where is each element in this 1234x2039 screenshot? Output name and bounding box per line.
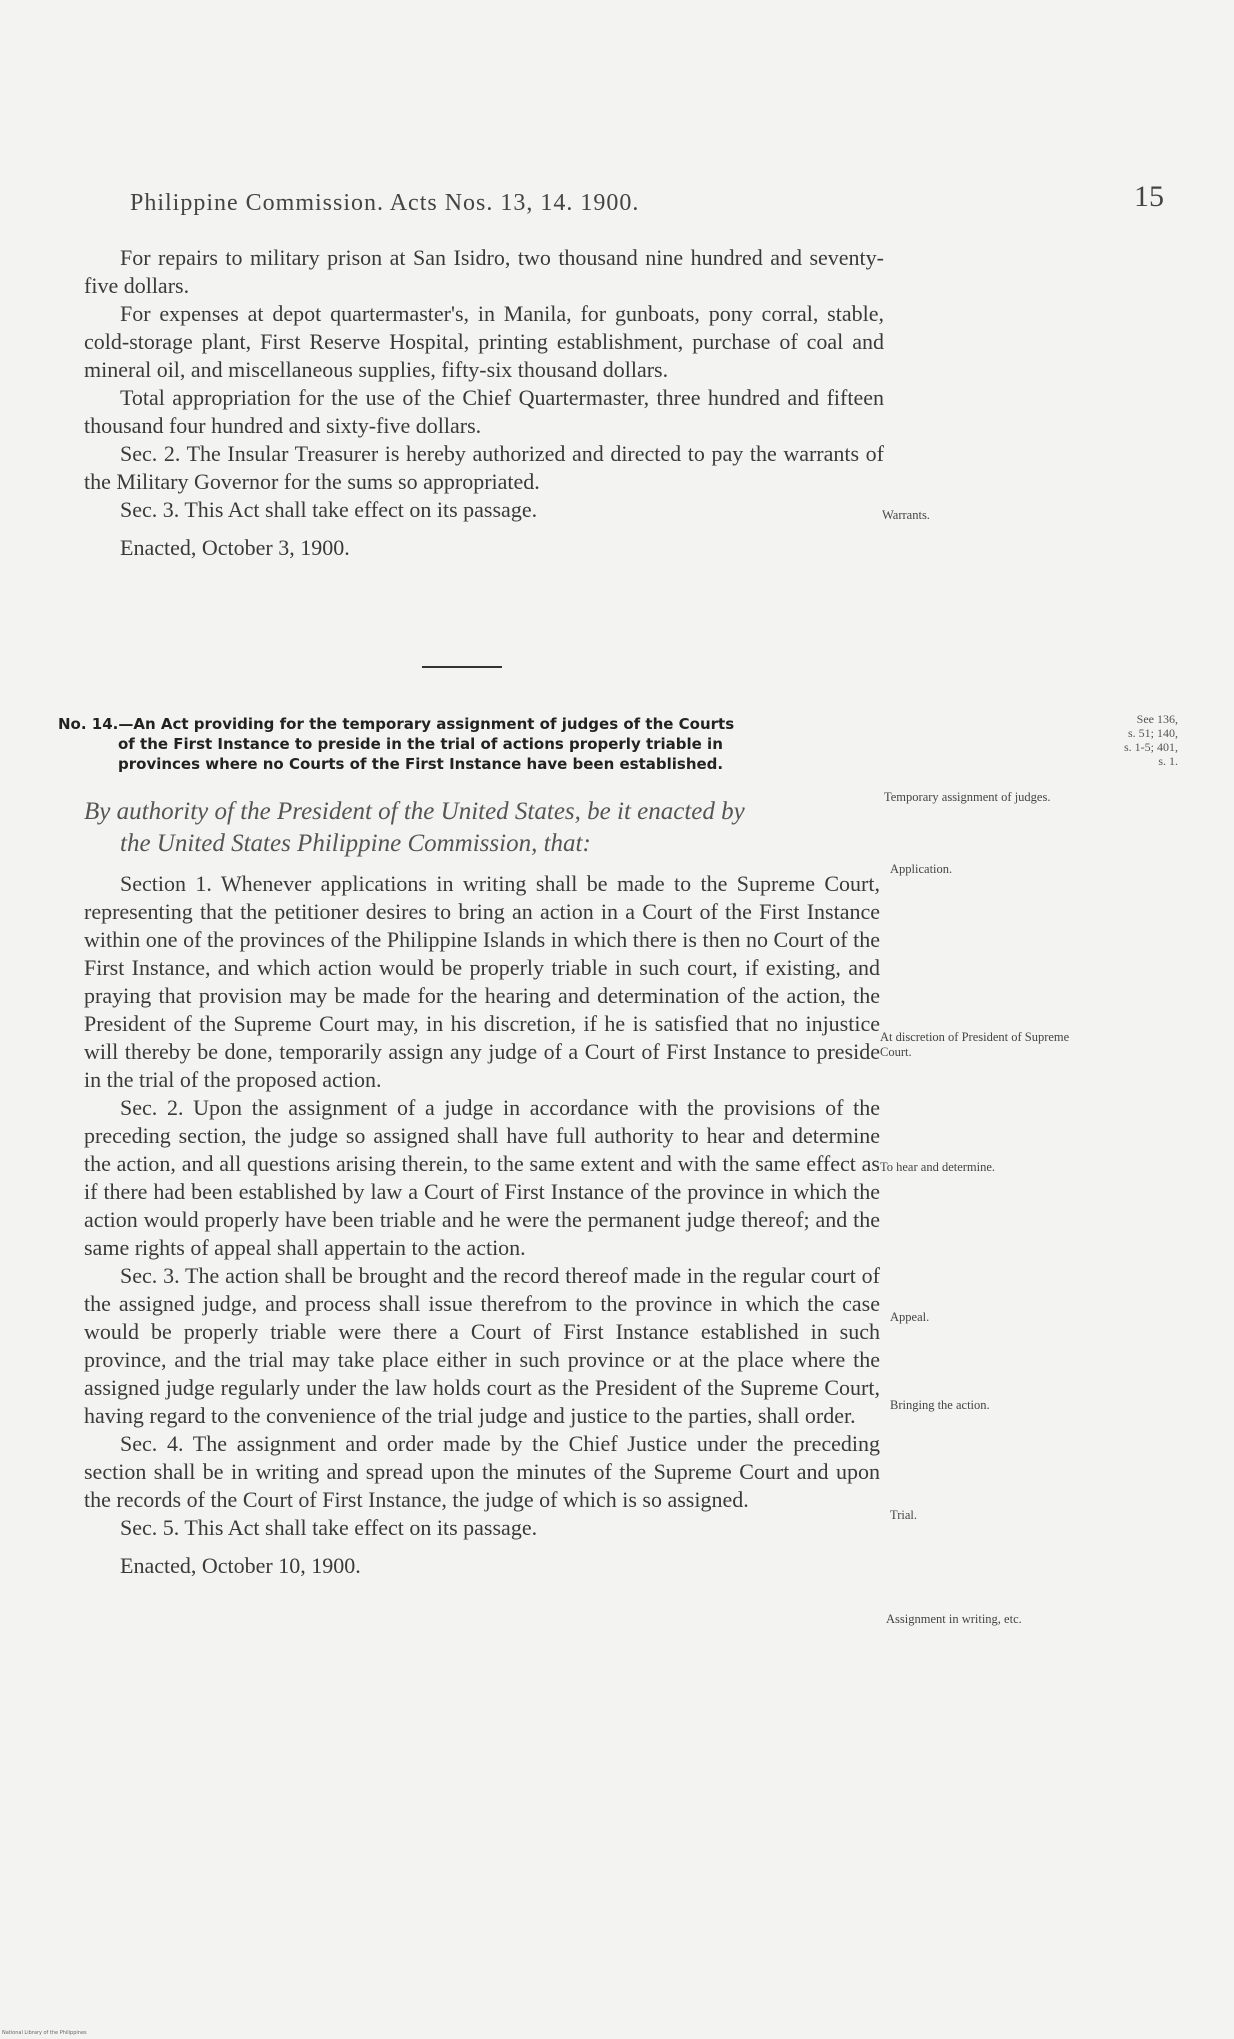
section-4: Sec. 4. The assignment and order made by the Chief Justice under the preceding section shall be in writing and spread upon the minutes of the Supreme Court and upon the records of the Court of First Instance, the judge of which is so assigned. <box>84 1431 880 1512</box>
reference-line: s. 1-5; 401, <box>1124 740 1178 754</box>
enacting-line: By authority of the President of the United States, be it enacted by <box>84 798 745 825</box>
section-1: Section 1. Whenever applications in writing shall be made to the Supreme Court, representing that the petitioner desires to bring an action in a Court of the First Instance within one of the provinces of the Philippine Islands in which there is then no Court of the First Instance, and which action would be properly triable in such court, if existing, and praying that provision may be made for the hearing and determination of the action, the President of the Supreme Court may, in his discretion, if he is satisfied that no injustice will thereby be done, temporarily assign any judge of a Court of First Instance to preside in the trial of the proposed action. <box>84 871 880 1092</box>
paragraph: For expenses at depot quartermaster's, in Manila, for gunboats, pony corral, stable, cold-storage plant, First Reserve Hospital, printing establishment, purchase of coal and mineral oil, and miscellaneous supplies, fifty-six thousand dollars. <box>84 301 884 382</box>
margin-note-warrants: Warrants. <box>882 508 930 522</box>
margin-note-trial: Trial. <box>890 1508 917 1522</box>
act-title-line: provinces where no Courts of the First Instance have been established. <box>118 755 724 773</box>
enacting-clause <box>84 796 874 860</box>
act-title-line: of the First Instance to preside in the trial of actions properly triable in <box>118 735 723 753</box>
paragraph: For repairs to military prison at San Isidro, two thousand nine hundred and seventy-five dollars. <box>84 245 884 298</box>
margin-note-assignment: Assignment in writing, etc. <box>886 1612 1022 1626</box>
section-5: Sec. 5. This Act shall take effect on its passage. <box>120 1515 538 1540</box>
paragraph: Total appropriation for the use of the Chief Quartermaster, three hundred and fifteen thousand four hundred and sixty-five dollars. <box>84 385 884 438</box>
margin-note-temporary: Temporary assignment of judges. <box>884 790 1051 804</box>
section-divider <box>422 666 502 668</box>
cross-reference <box>1058 712 1178 768</box>
margin-note-hear: To hear and determine. <box>880 1160 996 1174</box>
act14-text <box>84 870 880 1580</box>
margin-note-discretion: At discretion of President of Supreme Court. <box>880 1030 1070 1059</box>
reference-line: See 136, <box>1136 712 1178 726</box>
reference-line: s. 1. <box>1158 754 1178 768</box>
paragraph: Sec. 3. This Act shall take effect on its passage. <box>120 497 538 522</box>
running-header: Philippine Commission. Acts Nos. 13, 14. 1900. <box>130 190 640 216</box>
act-title <box>58 714 870 774</box>
scan-footer: National Library of the Philippines <box>2 2030 87 2036</box>
margin-note-application: Application. <box>890 862 953 876</box>
paragraph: Sec. 2. The Insular Treasurer is hereby authorized and directed to pay the warrants of the Military Governor for the sums so appropriated. <box>84 441 884 494</box>
section-3: Sec. 3. The action shall be brought and the record thereof made in the regular court of the assigned judge, and process shall issue therefrom to the province in which the case would be properly triable were there a Court of First Instance established in such province, and the trial may take place either in such province or at the place where the assigned judge regularly under the law holds court as the President of the Supreme Court, having regard to the convenience of the trial judge and justice to the parties, shall order. <box>84 1263 880 1428</box>
enacted-date: Enacted, October 3, 1900. <box>120 535 350 560</box>
enacting-line: the United States Philippine Commission, that: <box>120 830 591 857</box>
margin-note-appeal: Appeal. <box>890 1310 930 1324</box>
page-number: 15 <box>1134 180 1164 213</box>
enacted-date: Enacted, October 10, 1900. <box>120 1553 361 1578</box>
section-2: Sec. 2. Upon the assignment of a judge in accordance with the provisions of the preceding section, the judge so assigned shall have full authority to hear and determine the action, and all questions arising therein, to the same extent and with the same effect as if there had been established by law a Court of First Instance of the province in which the action would properly have been triable and he were the permanent judge thereof; and the same rights of appeal shall appertain to the action. <box>84 1095 880 1260</box>
margin-note-bringing: Bringing the action. <box>890 1398 990 1412</box>
act-title-line: No. 14.—An Act providing for the temporary assignment of judges of the Courts <box>58 715 735 733</box>
reference-line: s. 51; 140, <box>1127 726 1178 740</box>
act13-text <box>84 244 884 562</box>
